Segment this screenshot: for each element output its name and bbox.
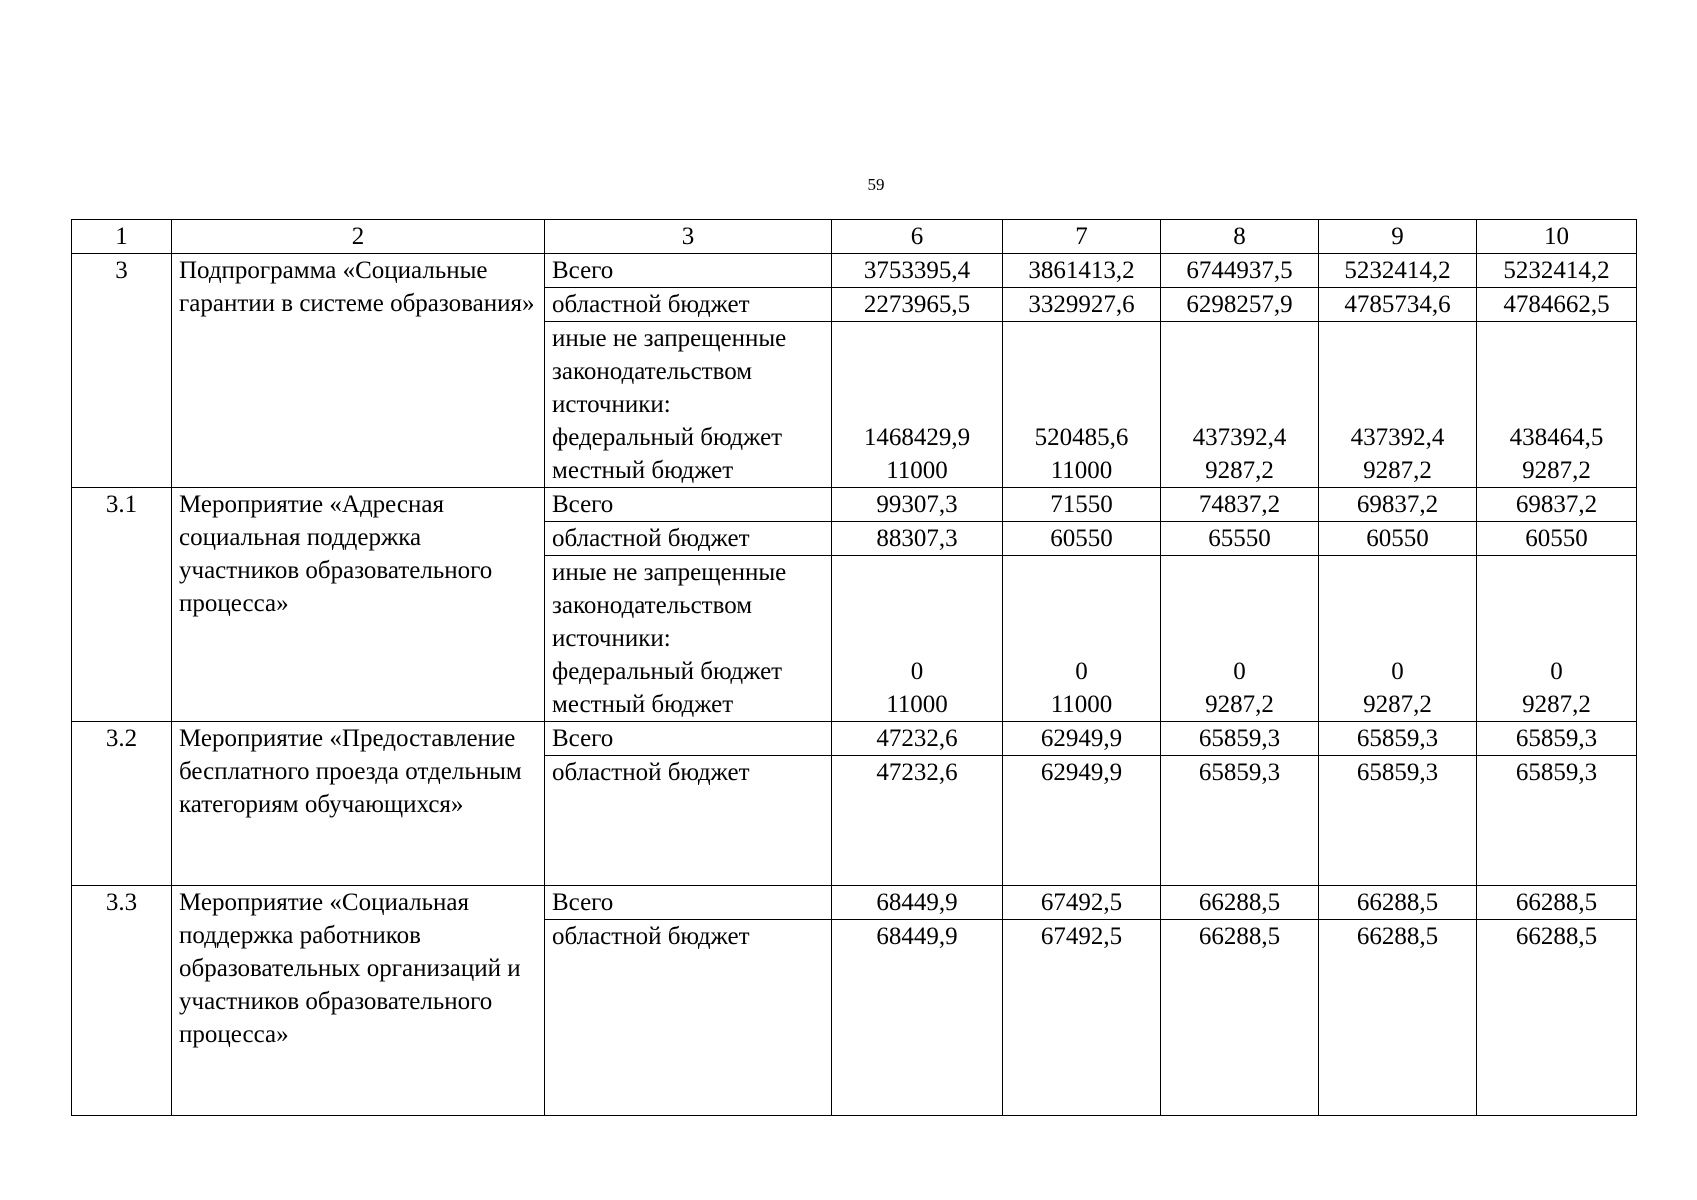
source-label-line: источники: [552,391,671,418]
value-cell: 71550 [1003,488,1161,522]
value-cell: 66288,5 [1319,920,1477,1116]
header-cell: 8 [1161,220,1319,254]
item-name: Подпрограмма «Социальные гарантии в системе образования» [172,254,545,488]
value-cell: 9287,2 [1363,691,1432,718]
value-cell: 3329927,6 [1003,288,1161,322]
source-label-line: федеральный бюджет [552,424,783,451]
header-cell: 9 [1319,220,1477,254]
item-name: Мероприятие «Социальная поддержка работников образовательных организаций и участников образовательного процесса» [172,886,545,1116]
value-cell: 9287,2 [1522,457,1591,484]
value-cell: 0 [910,658,924,685]
value-cell: 65859,3 [1319,722,1477,756]
source-label: областной бюджет [545,920,832,1116]
value-cell: 0 [1075,658,1088,685]
value-cell: 9287,2 [1522,691,1591,718]
header-row [72,220,1637,254]
value-stack [1319,322,1477,488]
value-cell: 0 [1391,658,1404,685]
value-cell: 69837,2 [1477,488,1637,522]
value-cell: 6744937,5 [1161,254,1319,288]
value-cell: 9287,2 [1363,457,1432,484]
value-cell: 68449,9 [832,920,1003,1116]
value-cell: 520485,6 [1034,424,1129,451]
value-cell: 4785734,6 [1319,288,1477,322]
row-number: 3.2 [72,722,172,886]
value-cell: 65859,3 [1477,756,1637,886]
source-label: Всего [545,886,832,920]
header-cell: 1 [72,220,172,254]
value-cell: 60550 [1477,522,1637,556]
table-row [72,488,1637,522]
row-number: 3.3 [72,886,172,1116]
value-stack [1319,556,1477,722]
value-cell: 65859,3 [1161,722,1319,756]
source-label-line: иные не запрещенные [552,325,787,352]
source-label: Всего [545,254,832,288]
value-cell: 6298257,9 [1161,288,1319,322]
value-stack [832,322,1003,488]
source-label-line: местный бюджет [552,691,734,718]
value-cell: 65550 [1161,522,1319,556]
source-label-line: источники: [552,625,671,652]
value-cell: 66288,5 [1161,886,1319,920]
value-cell: 11000 [886,457,948,484]
value-stack [1161,322,1319,488]
value-cell: 99307,3 [832,488,1003,522]
value-cell: 3861413,2 [1003,254,1161,288]
value-cell: 65859,3 [1161,756,1319,886]
value-cell: 66288,5 [1319,886,1477,920]
value-cell: 1468429,9 [863,424,971,451]
value-cell: 66288,5 [1161,920,1319,1116]
source-label: областной бюджет [545,522,832,556]
value-cell: 88307,3 [832,522,1003,556]
value-cell: 74837,2 [1161,488,1319,522]
table-row [72,254,1637,288]
source-label: областной бюджет [545,288,832,322]
value-cell: 437392,4 [1192,424,1287,451]
value-cell: 66288,5 [1477,886,1637,920]
value-cell: 0 [1550,658,1563,685]
value-cell: 65859,3 [1319,756,1477,886]
value-stack [1003,322,1161,488]
value-cell: 47232,6 [832,756,1003,886]
row-number: 3.1 [72,488,172,722]
page-number: 59 [867,175,885,194]
budget-table [71,219,1637,1116]
value-stack [1477,322,1637,488]
source-label-line: иные не запрещенные [552,559,787,586]
value-cell: 69837,2 [1319,488,1477,522]
header-cell: 2 [172,220,545,254]
value-stack [1003,556,1161,722]
source-label-stack [545,556,832,722]
value-cell: 11000 [1050,457,1113,484]
item-name: Мероприятие «Предоставление бесплатного проезда отдельным категориям обучающихся» [172,722,545,886]
item-name: Мероприятие «Адресная социальная поддержка участников образовательного процесса» [172,488,545,722]
value-cell: 62949,9 [1003,756,1161,886]
value-cell: 60550 [1003,522,1161,556]
value-stack [1161,556,1319,722]
value-cell: 67492,5 [1003,920,1161,1116]
value-cell: 9287,2 [1205,691,1274,718]
source-label-line: федеральный бюджет [552,658,783,685]
table-row [72,722,1637,756]
header-cell: 10 [1477,220,1637,254]
value-cell: 5232414,2 [1319,254,1477,288]
header-cell: 6 [832,220,1003,254]
value-cell: 47232,6 [832,722,1003,756]
value-cell: 66288,5 [1477,920,1637,1116]
value-cell: 438464,5 [1509,424,1604,451]
value-cell: 2273965,5 [832,288,1003,322]
row-number: 3 [72,254,172,488]
value-stack [832,556,1003,722]
source-label: Всего [545,722,832,756]
value-cell: 68449,9 [832,886,1003,920]
table-row [72,886,1637,920]
header-cell: 7 [1003,220,1161,254]
value-cell: 4784662,5 [1477,288,1637,322]
source-label: областной бюджет [545,756,832,886]
value-cell: 437392,4 [1350,424,1445,451]
value-cell: 65859,3 [1477,722,1637,756]
value-cell: 11000 [1050,691,1113,718]
value-stack [1477,556,1637,722]
source-label-line: законодательством [552,358,753,385]
header-cell: 3 [545,220,832,254]
value-cell: 3753395,4 [832,254,1003,288]
source-label-line: местный бюджет [552,457,734,484]
value-cell: 67492,5 [1003,886,1161,920]
value-cell: 62949,9 [1003,722,1161,756]
source-label-line: законодательством [552,592,753,619]
value-cell: 60550 [1319,522,1477,556]
source-label-stack [545,322,832,488]
value-cell: 5232414,2 [1477,254,1637,288]
source-label: Всего [545,488,832,522]
value-cell: 11000 [886,691,948,718]
value-cell: 9287,2 [1205,457,1274,484]
value-cell: 0 [1233,658,1246,685]
